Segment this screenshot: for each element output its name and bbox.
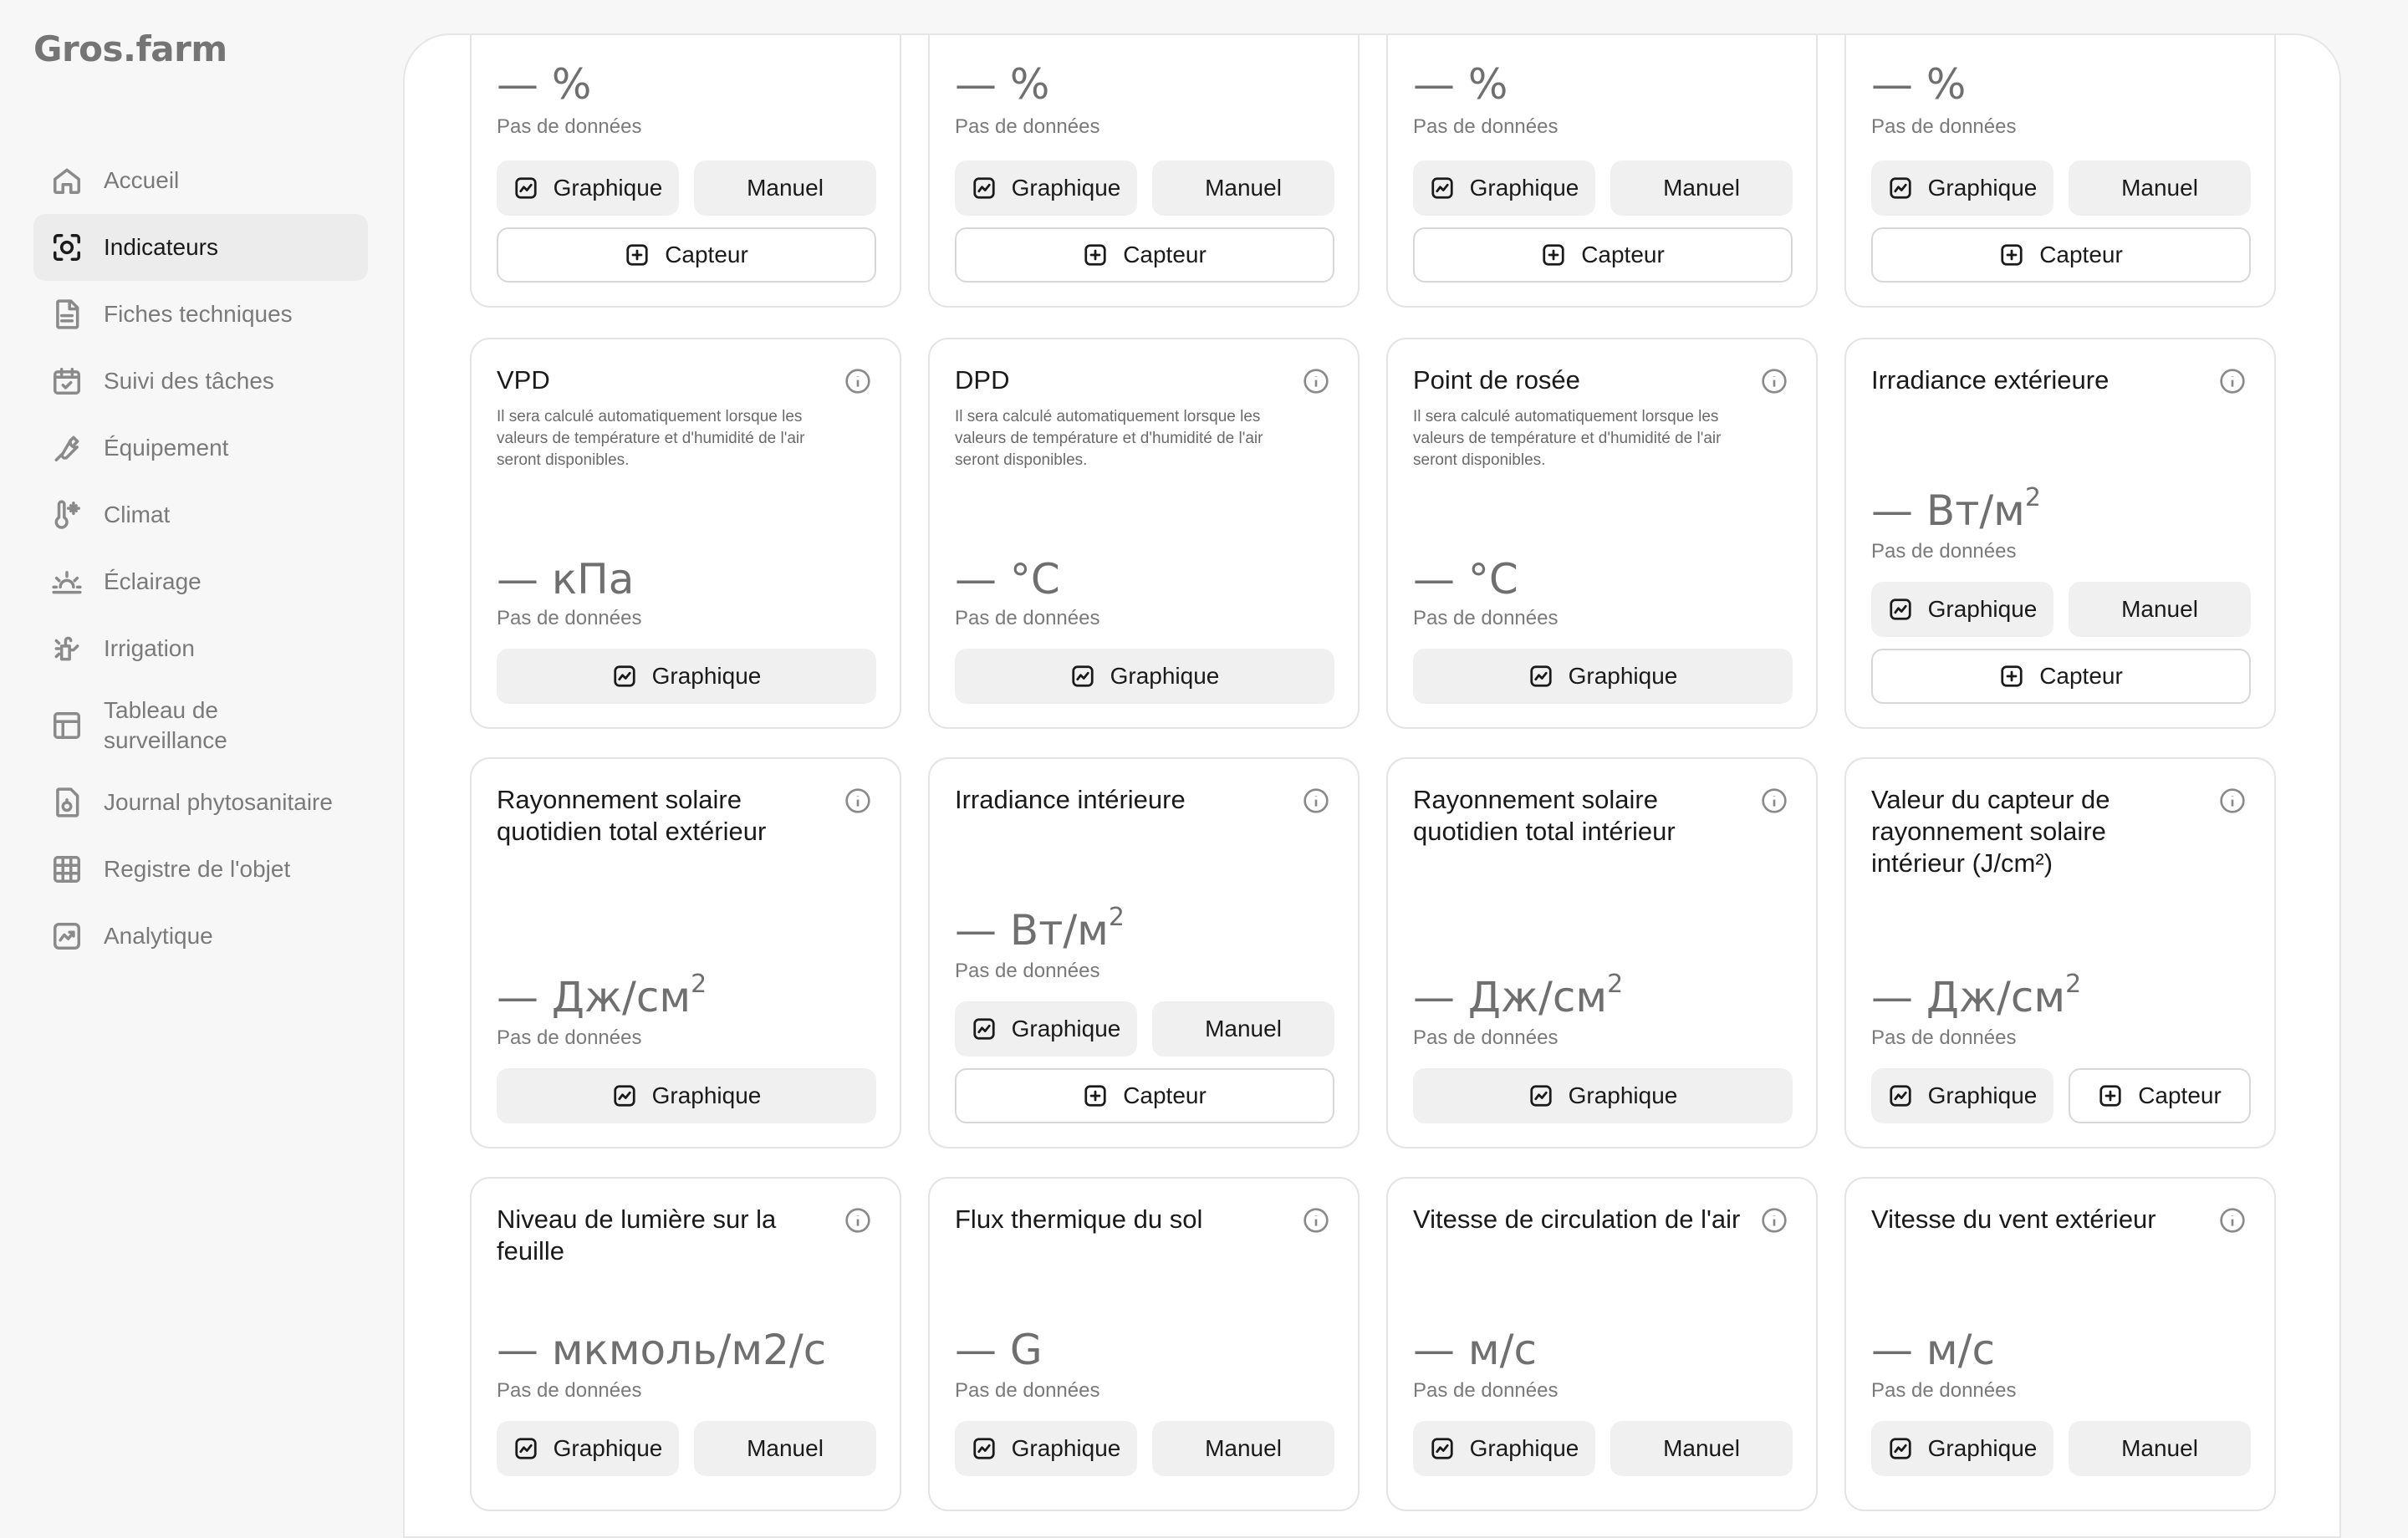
- sidebar-item-label: Registre de l'objet: [104, 856, 291, 882]
- graph-label: Graphique: [553, 1435, 663, 1461]
- sidebar-item-label: Équipement: [104, 435, 229, 461]
- no-data-text: Pas de données: [955, 607, 1100, 629]
- graph-label: Graphique: [1927, 1435, 2038, 1461]
- info-icon[interactable]: [1761, 368, 1788, 395]
- sidebar-item-journal-phytosanitaire[interactable]: [33, 769, 368, 836]
- manual-button[interactable]: Manuel: [694, 160, 876, 216]
- sensor-label: Capteur: [2138, 1082, 2222, 1108]
- info-icon[interactable]: [2219, 787, 2246, 814]
- sensor-label: Capteur: [1123, 1082, 1207, 1108]
- indicator-card: [1844, 33, 2276, 308]
- sidebar-item-label: Fiches techniques: [104, 301, 293, 327]
- indicator-value: — кПа: [497, 555, 635, 603]
- indicator-value: — %: [1871, 60, 1967, 109]
- home-icon: [50, 164, 84, 197]
- indicator-card-ray-ext: [470, 757, 901, 1148]
- dashboard-icon: [50, 709, 84, 742]
- value-exponent: 2: [691, 970, 707, 999]
- graph-label: Graphique: [651, 663, 762, 689]
- value-text: — Вт/м: [1871, 486, 2025, 535]
- manual-button[interactable]: Manuel: [1152, 160, 1334, 216]
- graph-button[interactable]: [1871, 160, 2053, 216]
- info-icon[interactable]: [1303, 368, 1329, 395]
- sensor-label: Capteur: [2039, 663, 2123, 689]
- info-icon[interactable]: [844, 787, 871, 814]
- value-text: — Дж/см: [497, 973, 691, 1021]
- sensor-button[interactable]: [1871, 649, 2251, 704]
- chart-icon: [972, 176, 997, 201]
- value-text: — Дж/см: [1871, 973, 2066, 1021]
- card-title: DPD: [955, 365, 1010, 395]
- graph-label: Graphique: [553, 175, 663, 201]
- sidebar-item-tableau-surveillance[interactable]: [33, 682, 368, 769]
- indicator-card-vpd: [470, 338, 901, 729]
- sensor-button[interactable]: [1871, 227, 2251, 283]
- no-data-text: Pas de données: [497, 1379, 642, 1402]
- indicator-card: [1386, 33, 1818, 308]
- chart-icon: [1070, 664, 1095, 689]
- value-exponent: 2: [2065, 970, 2082, 999]
- sensor-label: Capteur: [665, 242, 748, 267]
- no-data-text: Pas de données: [1413, 1379, 1559, 1402]
- sidebar-item-label: Accueil: [104, 167, 180, 193]
- graph-button[interactable]: [1871, 1068, 2053, 1123]
- plus-square-icon: [1541, 242, 1566, 267]
- indicator-card-leaf-light: [470, 1177, 901, 1511]
- graph-button[interactable]: [497, 1068, 876, 1123]
- sensor-label: Capteur: [1581, 242, 1665, 267]
- sidebar-item-registre-objet[interactable]: [33, 836, 368, 903]
- wrench-icon: [50, 431, 84, 465]
- chart-icon: [1430, 1436, 1455, 1461]
- chart-icon: [513, 1436, 538, 1461]
- card-title: Flux thermique du sol: [955, 1204, 1203, 1234]
- card-description: Il sera calculé automatiquement lorsque les valeurs de température et d'humidité de l'air seront disponibles.: [1413, 408, 1722, 469]
- info-icon[interactable]: [1303, 1207, 1329, 1234]
- sprinkler-icon: [50, 632, 84, 665]
- graph-button[interactable]: [955, 1001, 1137, 1057]
- thermometer-icon: [50, 498, 84, 532]
- sidebar-nav: [33, 147, 368, 970]
- card-description: Il sera calculé automatiquement lorsque les valeurs de température et d'humidité de l'air seront disponibles.: [955, 408, 1263, 469]
- no-data-text: Pas de données: [1413, 1026, 1559, 1049]
- indicator-value: [497, 970, 707, 1021]
- card-title: Valeur du capteur de rayonnement solaire intérieur (J/cm²): [1871, 785, 2110, 878]
- indicator-value: — м/с: [1871, 1326, 1995, 1374]
- graph-button[interactable]: [955, 1421, 1137, 1476]
- indicator-value: — G: [955, 1326, 1043, 1374]
- no-data-text: Pas de données: [1871, 540, 2017, 563]
- chart-icon: [612, 1083, 637, 1108]
- graph-label: Graphique: [1011, 1435, 1121, 1461]
- sidebar-item-label: Tableau de surveillance: [104, 697, 227, 753]
- graph-button[interactable]: [955, 649, 1334, 704]
- graph-label: Graphique: [1469, 1435, 1579, 1461]
- sidebar-item-label: Climat: [104, 502, 171, 527]
- plus-square-icon: [1999, 664, 2024, 689]
- graph-label: Graphique: [1110, 663, 1220, 689]
- indicator-card-irradiance-int: [928, 757, 1360, 1148]
- chart-icon: [972, 1436, 997, 1461]
- sidebar-item-label: Suivi des tâches: [104, 368, 274, 394]
- indicator-value: — мкмоль/м2/с: [497, 1326, 827, 1374]
- sidebar-item-analytique[interactable]: [33, 903, 368, 970]
- value-exponent: 2: [2024, 483, 2041, 512]
- no-data-text: Pas de données: [497, 1026, 642, 1049]
- graph-label: Graphique: [1568, 663, 1678, 689]
- sensor-label: Capteur: [1123, 242, 1207, 267]
- info-icon[interactable]: [1761, 787, 1788, 814]
- graph-button[interactable]: [497, 160, 679, 216]
- no-data-text: Pas de données: [1413, 607, 1559, 629]
- indicator-card-dew-point: [1386, 338, 1818, 729]
- info-icon[interactable]: [1761, 1207, 1788, 1234]
- sidebar-item-irrigation[interactable]: [33, 615, 368, 682]
- card-title: Irradiance intérieure: [955, 785, 1186, 814]
- sidebar-item-label: Éclairage: [104, 568, 202, 594]
- value-exponent: 2: [1108, 903, 1125, 932]
- manual-button[interactable]: Manuel: [1152, 1421, 1334, 1476]
- manual-button[interactable]: Manuel: [2069, 1421, 2251, 1476]
- no-data-text: Pas de données: [1413, 115, 1559, 138]
- info-icon[interactable]: [2219, 368, 2246, 395]
- indicator-card-dpd: [928, 338, 1360, 729]
- indicator-card: [928, 33, 1360, 308]
- indicator-value: — м/с: [1413, 1326, 1537, 1374]
- indicator-value: — %: [955, 60, 1050, 109]
- plus-square-icon: [1999, 242, 2024, 267]
- plus-square-icon: [1083, 1083, 1108, 1108]
- no-data-text: Pas de données: [497, 607, 642, 629]
- plus-square-icon: [1083, 242, 1108, 267]
- graph-label: Graphique: [1011, 175, 1121, 201]
- card-title: Rayonnement solaire quotidien total extérieur: [497, 785, 767, 846]
- graph-label: Graphique: [1927, 596, 2038, 622]
- graph-label: Graphique: [1469, 175, 1579, 201]
- sensor-label: Capteur: [2039, 242, 2123, 267]
- card-title: Vitesse du vent extérieur: [1871, 1204, 2156, 1234]
- chart-icon: [1888, 597, 1913, 622]
- chart-icon: [1430, 176, 1455, 201]
- manual-button[interactable]: Manuel: [1610, 160, 1793, 216]
- value-text: — Дж/см: [1413, 973, 1608, 1021]
- document-icon: [50, 298, 84, 331]
- chart-icon: [612, 664, 637, 689]
- info-icon[interactable]: [844, 368, 871, 395]
- main-content: [403, 33, 2341, 1538]
- no-data-text: Pas de données: [955, 960, 1100, 982]
- card-title: Irradiance extérieure: [1871, 365, 2110, 395]
- sidebar-item-suivi-taches[interactable]: [33, 348, 368, 415]
- indicator-value: — %: [1413, 60, 1508, 109]
- indicator-card-irradiance-ext: [1844, 338, 2276, 729]
- graph-label: Graphique: [1927, 1082, 2038, 1108]
- grid-icon: [50, 853, 84, 886]
- sidebar-item-equipement[interactable]: [33, 415, 368, 481]
- graph-button[interactable]: [1413, 649, 1793, 704]
- graph-button[interactable]: [1871, 1421, 2053, 1476]
- sidebar-item-accueil[interactable]: [33, 147, 368, 214]
- sensor-button[interactable]: [955, 1068, 1334, 1123]
- indicator-card-sensor-value: [1844, 757, 2276, 1148]
- indicator-value: — °C: [955, 555, 1060, 603]
- chart-icon: [1528, 1083, 1553, 1108]
- no-data-text: Pas de données: [1871, 1379, 2017, 1402]
- card-title: Niveau de lumière sur la feuille: [497, 1204, 777, 1266]
- no-data-text: Pas de données: [1871, 1026, 2017, 1049]
- graph-label: Graphique: [1927, 175, 2038, 201]
- indicator-value: [1871, 970, 2082, 1021]
- indicator-card-soil-flux: [928, 1177, 1360, 1511]
- info-icon[interactable]: [2219, 1207, 2246, 1234]
- card-description: Il sera calculé automatiquement lorsque les valeurs de température et d'humidité de l'air seront disponibles.: [497, 408, 805, 469]
- graph-button[interactable]: [955, 160, 1137, 216]
- indicator-value: — %: [497, 60, 592, 109]
- manual-button[interactable]: Manuel: [1152, 1001, 1334, 1057]
- indicators-icon: [50, 231, 84, 264]
- graph-button[interactable]: [497, 649, 876, 704]
- sidebar-item-eclairage[interactable]: [33, 548, 368, 615]
- value-text: — Вт/м: [955, 906, 1109, 955]
- indicator-value: [955, 903, 1125, 955]
- indicator-card-ray-int: [1386, 757, 1818, 1148]
- graph-button[interactable]: [1413, 160, 1595, 216]
- info-icon[interactable]: [1303, 787, 1329, 814]
- sidebar-item-climat[interactable]: [33, 481, 368, 548]
- indicator-value: [1413, 970, 1624, 1021]
- card-title: Rayonnement solaire quotidien total intérieur: [1413, 785, 1676, 846]
- sidebar-item-label: Journal phytosanitaire: [104, 789, 333, 815]
- no-data-text: Pas de données: [497, 115, 642, 138]
- plus-square-icon: [625, 242, 650, 267]
- card-title: Vitesse de circulation de l'air: [1413, 1204, 1741, 1234]
- manual-button[interactable]: Manuel: [1610, 1421, 1793, 1476]
- value-exponent: 2: [1607, 970, 1624, 999]
- no-data-text: Pas de données: [955, 1379, 1100, 1402]
- graph-button[interactable]: [1413, 1068, 1793, 1123]
- manual-button[interactable]: Manuel: [694, 1421, 876, 1476]
- chart-icon: [1888, 1436, 1913, 1461]
- info-icon[interactable]: [844, 1207, 871, 1234]
- sidebar: [0, 0, 401, 1505]
- indicator-value: — °C: [1413, 555, 1518, 603]
- indicator-value: [1871, 483, 2041, 535]
- card-title: Point de rosée: [1413, 365, 1580, 395]
- sidebar-item-indicateurs[interactable]: [33, 214, 368, 281]
- graph-label: Graphique: [651, 1082, 762, 1108]
- indicator-card-air-speed: [1386, 1177, 1818, 1511]
- graph-button[interactable]: [1871, 582, 2053, 637]
- indicator-card: [470, 33, 901, 308]
- chart-icon: [972, 1016, 997, 1041]
- plus-square-icon: [2098, 1083, 2123, 1108]
- manual-button[interactable]: Manuel: [2069, 582, 2251, 637]
- graph-button[interactable]: [497, 1421, 679, 1476]
- sensor-button[interactable]: [1413, 227, 1793, 283]
- calendar-check-icon: [50, 364, 84, 398]
- sidebar-item-fiches-techniques[interactable]: [33, 281, 368, 348]
- graph-label: Graphique: [1011, 1016, 1121, 1041]
- sensor-button[interactable]: [955, 227, 1334, 283]
- indicator-card-wind-speed: [1844, 1177, 2276, 1511]
- chart-icon: [513, 176, 538, 201]
- journal-icon: [50, 786, 84, 819]
- sunrise-icon: [50, 565, 84, 598]
- sidebar-item-label: Analytique: [104, 923, 213, 949]
- chart-icon: [1888, 176, 1913, 201]
- sensor-button[interactable]: [2069, 1068, 2251, 1123]
- sensor-button[interactable]: [497, 227, 876, 283]
- chart-icon: [1528, 664, 1553, 689]
- no-data-text: Pas de données: [955, 115, 1100, 138]
- app-logo[interactable]: Gros.farm: [33, 28, 227, 69]
- graph-button[interactable]: [1413, 1421, 1595, 1476]
- graph-label: Graphique: [1568, 1082, 1678, 1108]
- manual-button[interactable]: Manuel: [2069, 160, 2251, 216]
- sidebar-item-label: Irrigation: [104, 635, 195, 661]
- sidebar-item-label: Indicateurs: [104, 234, 218, 260]
- card-title: VPD: [497, 365, 550, 395]
- chart-icon: [1888, 1083, 1913, 1108]
- chart-icon: [50, 919, 84, 953]
- no-data-text: Pas de données: [1871, 115, 2017, 138]
